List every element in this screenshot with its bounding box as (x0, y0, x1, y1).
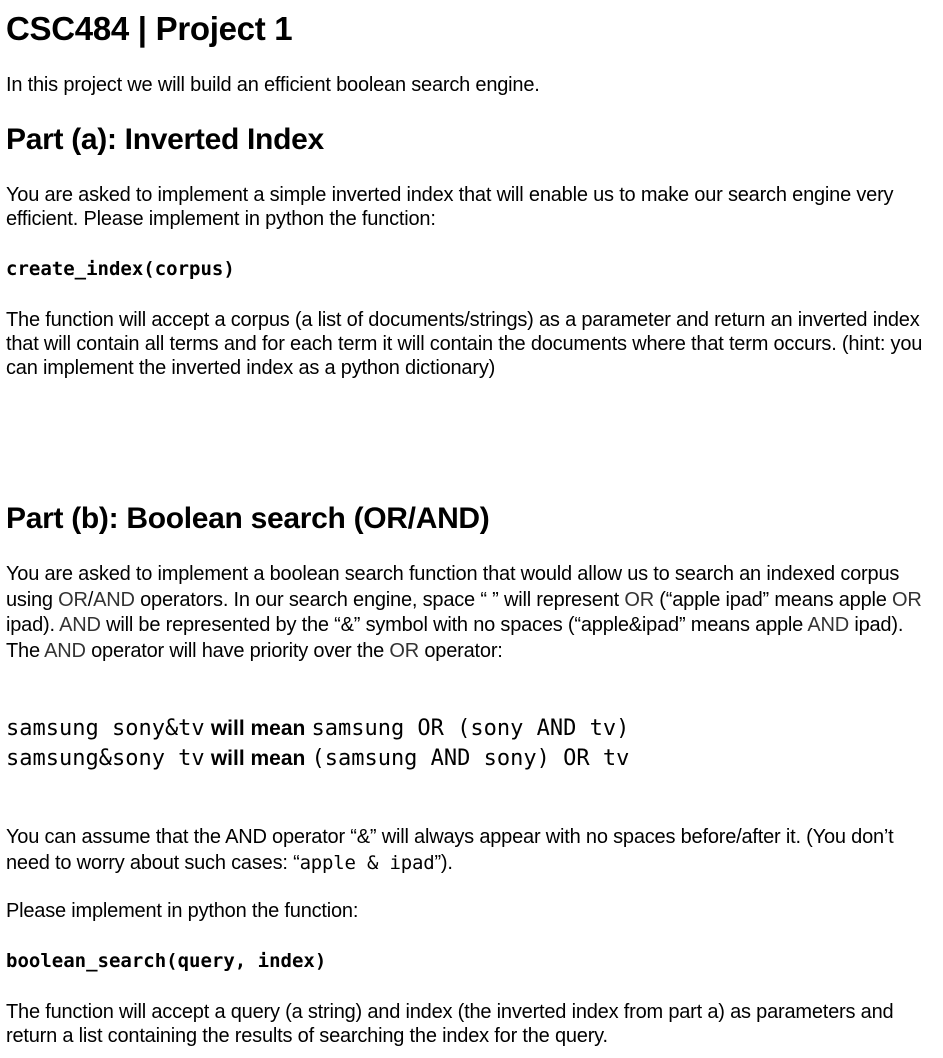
part-a-heading: Part (a): Inverted Index (6, 123, 324, 156)
operator-or: OR (389, 639, 420, 662)
part-a-paragraph-2: The function will accept a corpus (a list of documents/strings) as a parameter and return an inverted index that will contain all terms and for each term it will contain the documents where that term occurs. (hint: you can implement the inverted index as a python dictionary) (6, 309, 923, 379)
create-index-signature: create_index(corpus) (6, 258, 235, 280)
operator-and: AND (44, 639, 86, 662)
boolean-search-signature: boolean_search(query, index) (6, 950, 327, 972)
example-result: samsung OR (sony AND tv) (311, 716, 630, 741)
operator-and: AND (807, 614, 849, 636)
will-mean-label: will mean (210, 717, 306, 740)
will-mean-label: will mean (210, 747, 306, 770)
part-b-paragraph-3: Please implement in python the function: (6, 900, 359, 922)
inline-code: apple & ipad (299, 852, 435, 874)
example-result: (samsung AND sony) OR tv (311, 746, 630, 771)
part-b-heading: Part (b): Boolean search (OR/AND) (6, 502, 490, 535)
intro-text: In this project we will build an efficient boolean search engine. (6, 74, 540, 96)
example-2 (6, 743, 629, 774)
example-query: samsung&sony tv (6, 746, 205, 771)
operator-and: AND (93, 588, 135, 611)
operator-and: AND (59, 614, 101, 636)
part-b-paragraph-1: You are asked to implement a boolean search function that would allow us to search an indexed corpus using OR/AND operators. In our search engine, space “ ” will represent OR (“apple ipad” means apple OR ipad). AND will be represented by the “&” symbol with no spaces (“apple&ipad” means apple AND ipad). The AND operator will have priority over the OR operator: (6, 563, 922, 662)
example-query: samsung sony&tv (6, 716, 205, 741)
page-title: CSC484 | Project 1 (6, 10, 293, 47)
operator-or: OR (58, 588, 88, 611)
part-b-paragraph-4: The function will accept a query (a string) and index (the inverted index from part a) as parameters and return a list containing the results of searching the index for the query. (6, 1001, 894, 1047)
part-b-paragraph-2: You can assume that the AND operator “&” will always appear with no spaces before/after it. (You don’t need to worry about such cases: “apple & ipad”). (6, 826, 894, 874)
operator-or: OR (624, 588, 654, 611)
operator-or: OR (892, 588, 922, 611)
part-a-paragraph-1: You are asked to implement a simple inverted index that will enable us to make our search engine very efficient. Please implement in python the function: (6, 184, 894, 230)
example-1 (6, 713, 629, 744)
